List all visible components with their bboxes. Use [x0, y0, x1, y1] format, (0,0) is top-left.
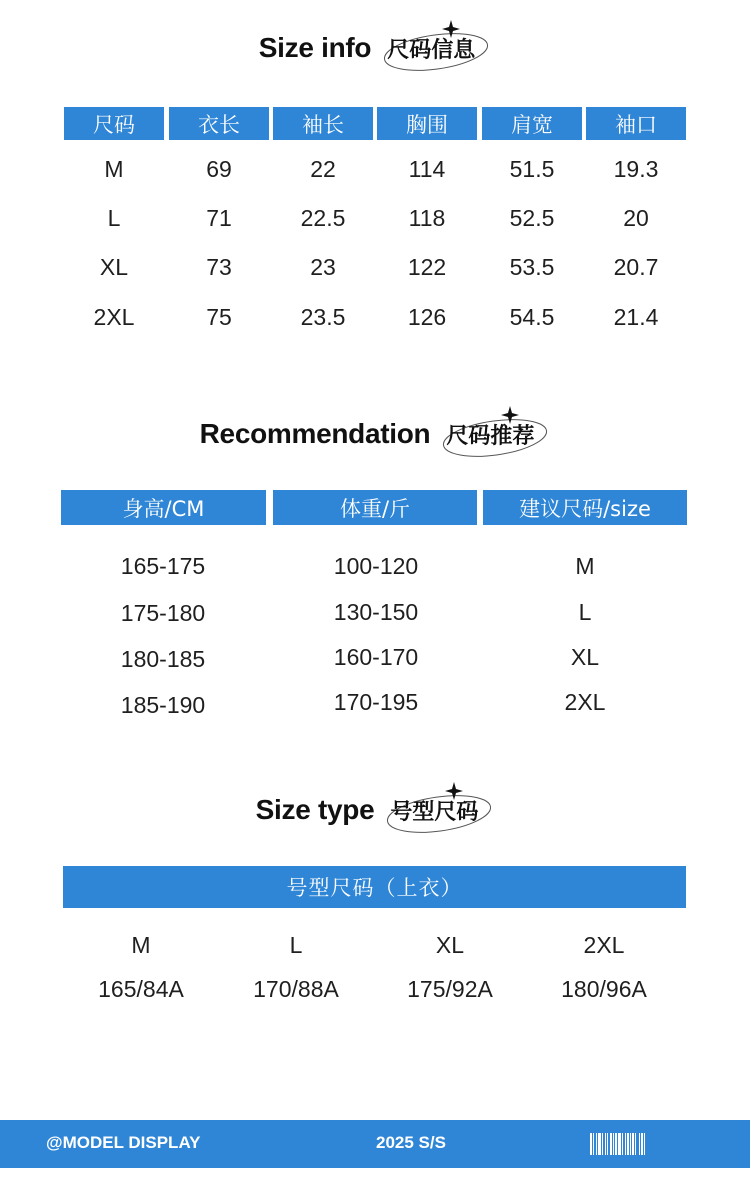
size-info-cell: 71: [206, 205, 232, 231]
recommendation-cell: 185-190: [120, 692, 206, 718]
size-type-title: [0, 780, 750, 840]
size-info-cell: XL: [99, 254, 129, 280]
size-info-cell: L: [107, 205, 121, 231]
size-type-title-en: Size type: [255, 794, 375, 825]
size-type-size-cell: L: [289, 932, 303, 958]
size-type-size-cell: M: [131, 932, 151, 958]
size-info-cell: 22: [310, 156, 336, 182]
size-info-header-cell: 胸围: [377, 107, 477, 140]
barcode-icon: [590, 1133, 712, 1155]
size-type-size-cell: 2XL: [583, 932, 625, 958]
recommendation-cell: 130-150: [333, 599, 419, 625]
size-info-header-cell: 肩宽: [482, 107, 582, 140]
recommendation-header-cell: 身高/CM: [61, 490, 266, 525]
recommendation-cell: XL: [570, 644, 600, 670]
recommendation-cell: L: [578, 599, 592, 625]
size-info-cell: 23.5: [300, 304, 346, 330]
size-info-cell: 122: [407, 254, 447, 280]
size-type-code-cell: 170/88A: [253, 976, 339, 1002]
size-info-header-cell: 袖长: [273, 107, 373, 140]
size-info-cell: M: [104, 156, 124, 182]
size-info-cell: 20.7: [613, 254, 659, 280]
recommendation-cell: 180-185: [120, 646, 206, 672]
size-info-header-cell: 衣长: [169, 107, 269, 140]
size-type-title-badge: [384, 780, 494, 840]
size-info-header-cell: 尺码: [64, 107, 164, 140]
size-info-cell: 2XL: [93, 304, 135, 330]
size-type-code-cell: 180/96A: [561, 976, 647, 1002]
footer-bar: [0, 1120, 750, 1168]
size-info-cell: 114: [408, 156, 446, 182]
recommendation-cell: M: [575, 553, 595, 579]
size-type-code-cell: 175/92A: [407, 976, 493, 1002]
size-info-cell: 23: [310, 254, 336, 280]
size-info-cell: 20: [623, 205, 649, 231]
size-info-cell: 21.4: [613, 304, 659, 330]
recommendation-title-badge: [440, 404, 550, 464]
size-info-cell: 118: [408, 205, 446, 231]
recommendation-cell: 165-175: [120, 553, 206, 579]
size-info-title-en: Size info: [258, 32, 372, 63]
size-info-cell: 54.5: [509, 304, 555, 330]
size-info-cell: 126: [407, 304, 447, 330]
size-type-title-cn: 号型尺码: [390, 799, 479, 825]
size-info-title: [0, 18, 750, 78]
recommendation-title-cn: 尺码推荐: [446, 423, 535, 449]
size-type-size-cell: XL: [435, 932, 465, 958]
recommendation-cell: 2XL: [564, 689, 606, 715]
recommendation-header-cell: 体重/斤: [273, 490, 477, 525]
size-info-cell: 75: [206, 304, 232, 330]
size-type-banner: 号型尺码（上衣）: [63, 866, 686, 908]
recommendation-cell: 170-195: [333, 689, 419, 715]
size-info-cell: 51.5: [509, 156, 555, 182]
size-info-cell: 69: [206, 156, 232, 182]
recommendation-cell: 100-120: [333, 553, 419, 579]
size-info-title-cn: 尺码信息: [387, 37, 476, 63]
size-info-cell: 73: [206, 254, 232, 280]
recommendation-cell: 175-180: [120, 600, 206, 626]
size-info-header-cell: 袖口: [586, 107, 686, 140]
size-info-title-badge: [381, 18, 491, 78]
footer-season: 2025 S/S: [376, 1133, 446, 1152]
size-info-cell: 22.5: [300, 205, 346, 231]
recommendation-title: [0, 404, 750, 464]
recommendation-cell: 160-170: [333, 644, 419, 670]
recommendation-header-cell: 建议尺码/size: [483, 490, 687, 525]
footer-brand: @MODEL DISPLAY: [46, 1133, 201, 1152]
recommendation-title-en: Recommendation: [199, 418, 431, 449]
size-info-cell: 52.5: [509, 205, 555, 231]
size-info-cell: 53.5: [509, 254, 555, 280]
size-info-cell: 19.3: [613, 156, 659, 182]
size-type-code-cell: 165/84A: [98, 976, 184, 1002]
